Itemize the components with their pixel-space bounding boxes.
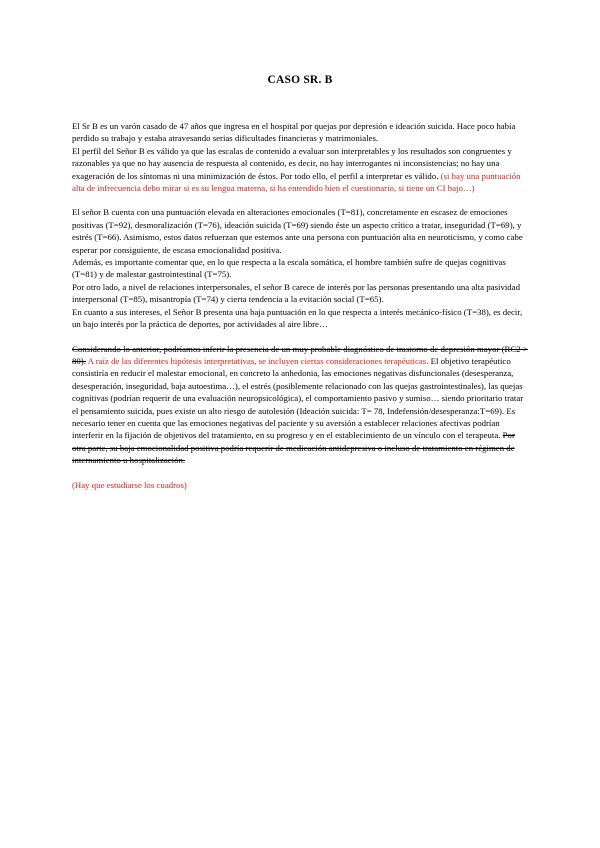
intro-text: El Sr B es un varón casado de 47 años que ingresa en el hospital por quejas por depresión e ideación suicida. Hace poco había perdido su trabajo y estaba atravesando serias dificultades financieras y matrimoniales.	[72, 121, 516, 144]
struck-diagnosis-text: Considerando lo anterior, podríamos inferir la presencia de un muy probable diagnóstico de trastorno de depresión mayor (RC2 > 80).	[72, 343, 528, 366]
struck-medication-text: Por otra parte, su baja emocionalidad positiva podría requerir de medicación antidepresiva o incluso de tratamiento en régimen de internamiento u hospitalización.	[72, 430, 515, 466]
somatic-paragraph: Además, es importante comentar que, en lo que respecta a la escala somática, el hombre también sufre de quejas cognitivas (T=81) y de malestar gastrointestinal (T=75).	[72, 257, 506, 280]
validity-note: (si hay una puntuación alta de infrecuencia debo mirar si es su lengua materna, si ha entendido bien el cuestionario, si tiene un CI bajo…)	[72, 170, 521, 194]
validity-text: El perfil del Señor B es válido ya que las escalas de contenido a evaluar son interpretables y los resultados son congruentes y razonables ya que no hay ausencia de respuesta al contenido, es decir, no hay interrogantes ni inconsistencias; no hay una exageración de los síntomas ni una minimización de éstos. Por todo ello, el perfil a interpretar es válido.	[72, 145, 512, 181]
interpersonal-paragraph: Por otro lado, a nivel de relaciones interpersonales, el señor B carece de interés por las personas presentando una alta pasividad interpersonal (T=85), misantropía (T=74) y cierta tendencia a la evitación social (T=65).	[72, 281, 520, 305]
closing-note: (Hay que estudiarse los cuadros)	[72, 479, 187, 490]
page-title: CASO SR. B	[267, 74, 333, 86]
treatment-paragraph	[72, 343, 528, 467]
validity-paragraph	[72, 145, 528, 195]
document-body	[72, 120, 528, 491]
emotional-paragraph: El señor B cuenta con una puntuación elevada en alteraciones emocionales (T=81), concretamente en escasez de emociones positivas (T=92), desmoralización (T=76), ideación suicida (T=69) siendo éste un aspecto crítico a tratar, inseguridad (T=69), y estrés (T=66). Asimismo, estos datos refuerzan que estemos ante una persona con puntuación alta en neuroticismo, y como cabe esperar por consiguiente, de escasa emocionalidad positiva.	[72, 207, 523, 255]
intro-paragraph	[72, 120, 528, 145]
therapeutic-considerations-note: A raíz de las diferentes hipótesis interpretativas, se incluyen ciertas consideraciones terapéuticas.	[87, 355, 429, 366]
treatment-text: El objetivo terapéutico consistiría en reducir el malestar emocional, en concreto la anhedonia, las emociones negativas disfuncionales (desesperanza, desesperación, inseguridad, baja autoestima…), el estrés (posiblemente relacionado con las quejas gastrointestinales), las quejas cognitivas (podrían requerir de una evaluación neuropsicológica), el comportamiento pasivo y sumiso… siendo prioritario tratar el pensamiento suicida, pues existe un alto riesgo de autolesión (Ideación suicida: T= 78, Indefensión/desesperanza:T=69). Es necesario tener en cuenta que las emociones negativas del paciente y su aversión a establecer relaciones afectivas podrían interferir en la fijación de objetivos del tratamiento, en su progreso y en el establecimiento de un vínculo con el terapeuta.	[72, 355, 524, 441]
interests-paragraph: En cuanto a sus intereses, el Señor B presenta una baja puntuación en lo que respecta a interés mecánico-físico (T=38), es decir, un bajo interés por la práctica de deportes, por actividades al aire libre…	[72, 306, 523, 330]
